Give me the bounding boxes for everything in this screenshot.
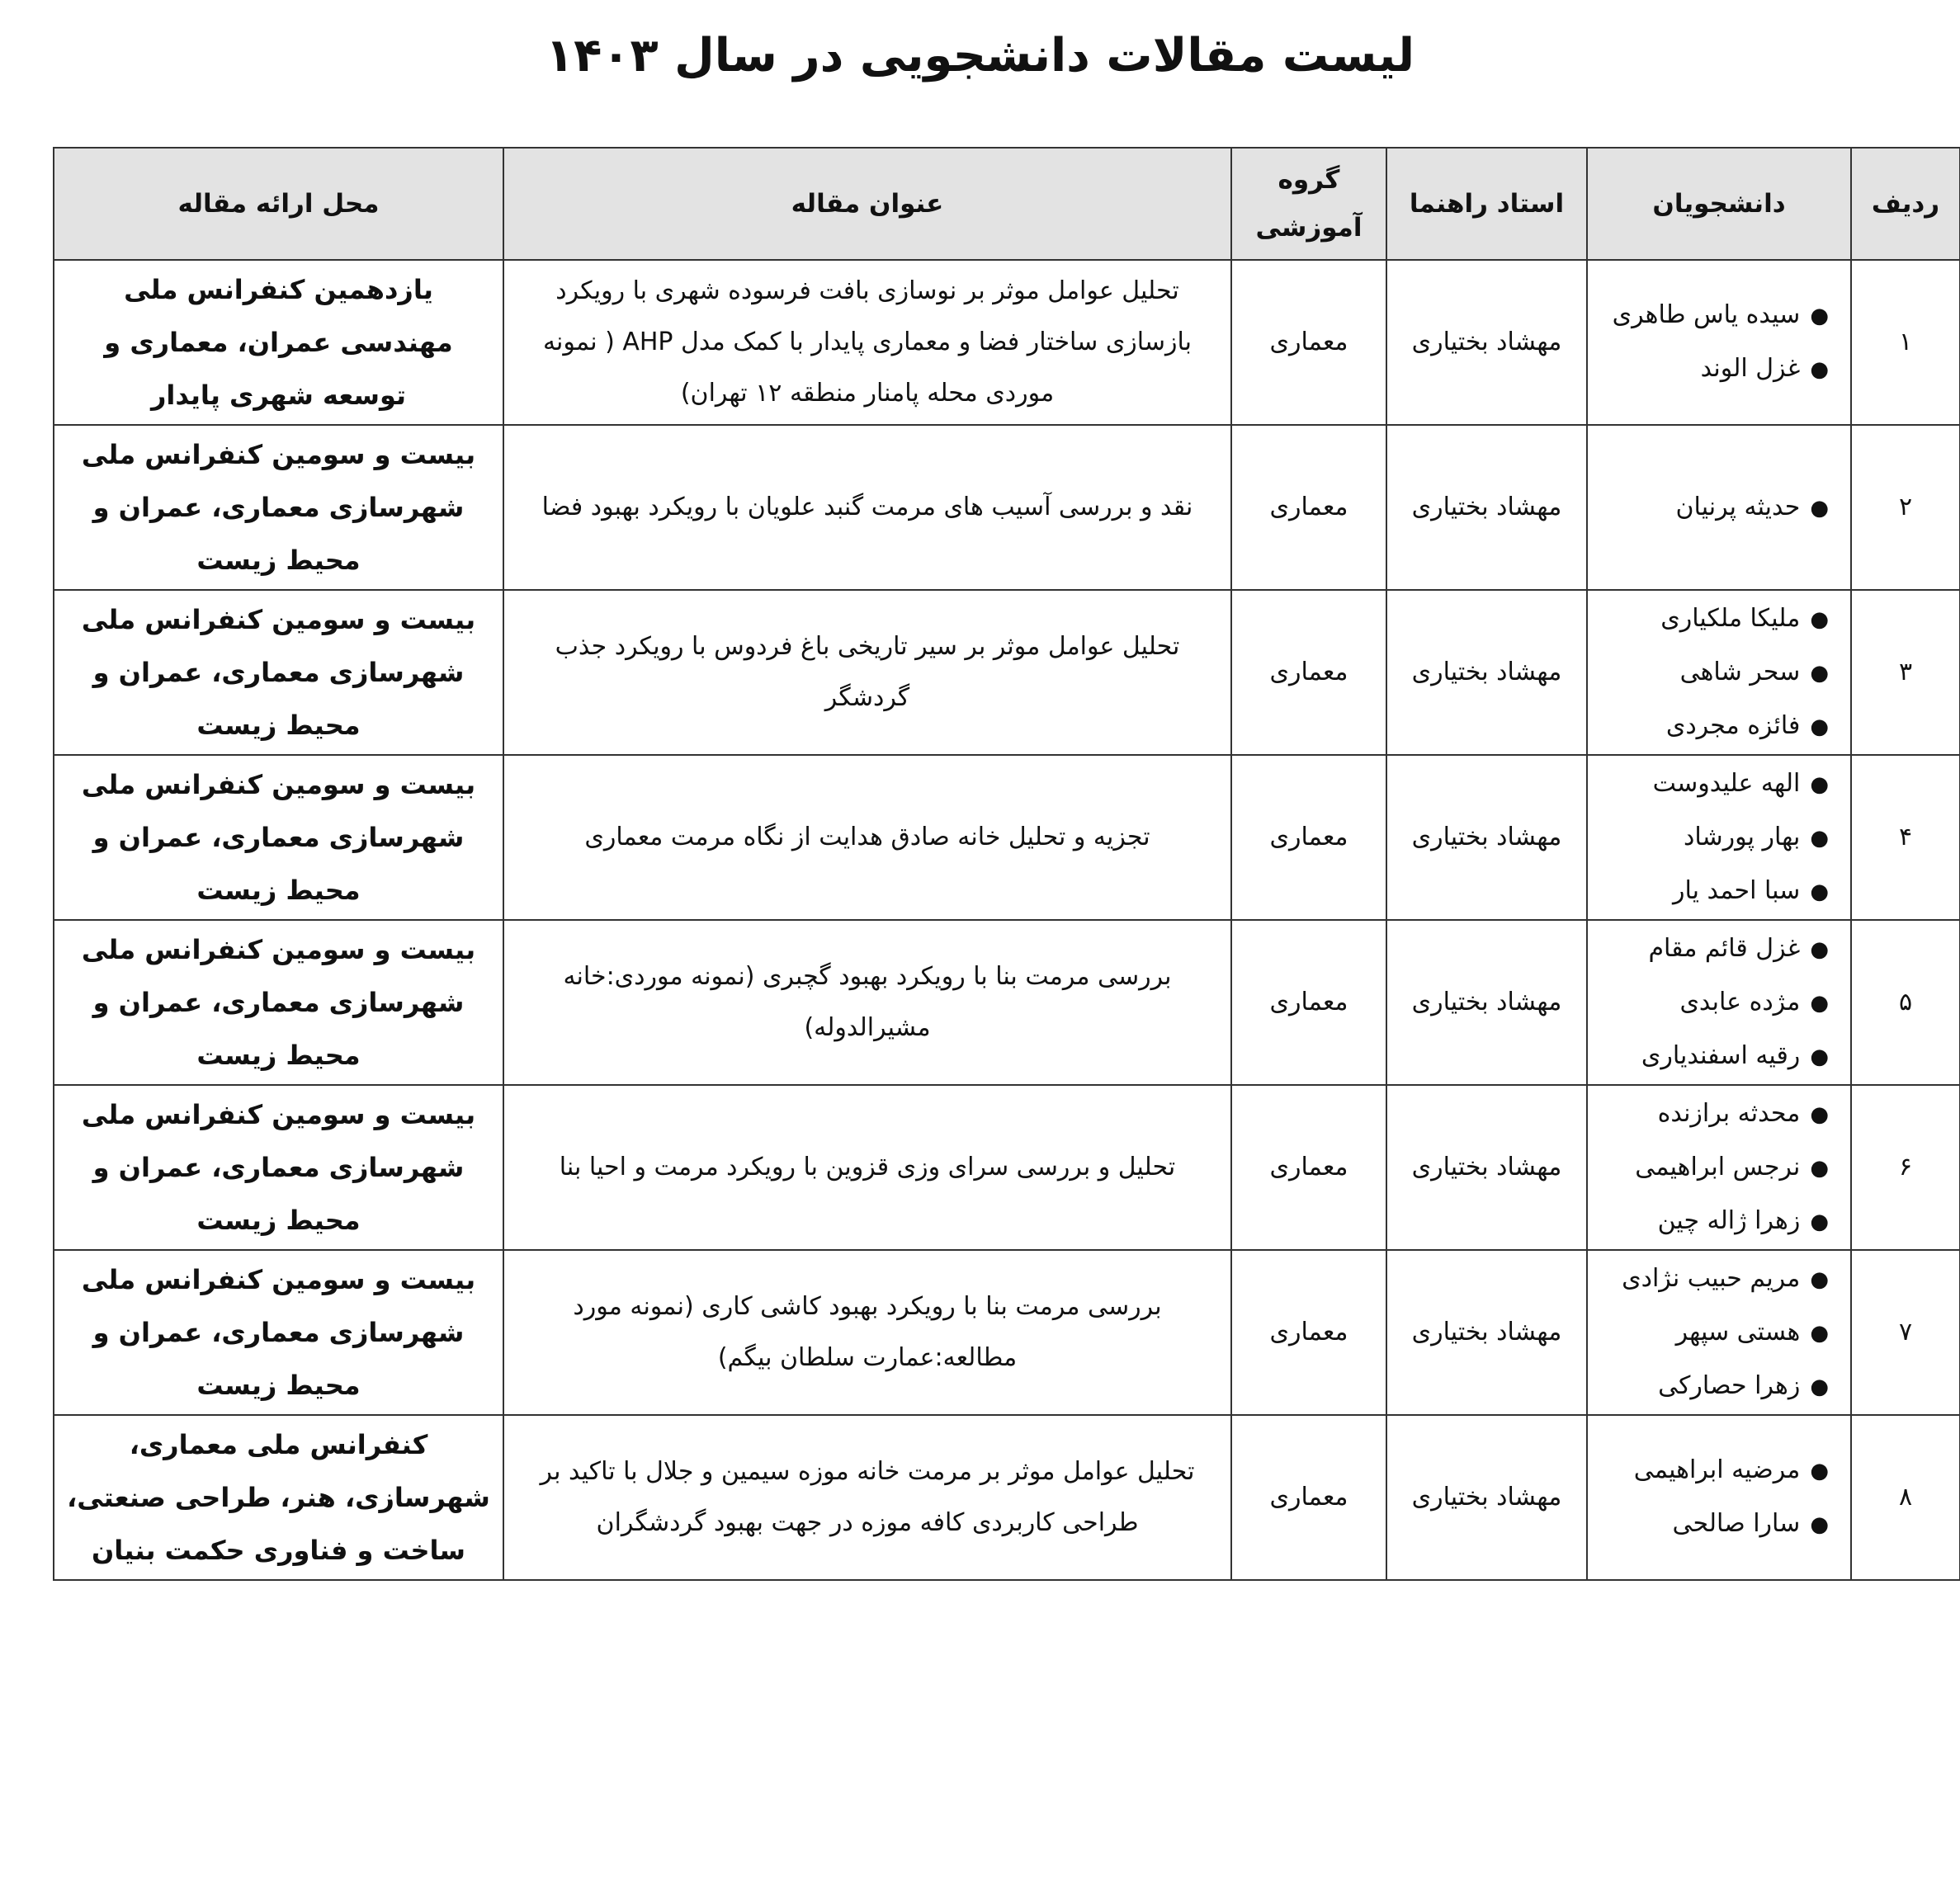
table-row xyxy=(54,1085,1960,1250)
students-cell xyxy=(1587,1085,1851,1250)
table-row xyxy=(54,1250,1960,1415)
bullet-icon: ● xyxy=(1810,879,1829,904)
venue-cell: کنفرانس ملی معماری، شهرسازی، هنر، طراحی صنعتی، ساخت و فناوری حکمت بنیان xyxy=(54,1415,503,1580)
department-cell: معماری xyxy=(1231,260,1386,425)
list-item xyxy=(1599,1087,1829,1141)
bullet-icon: ● xyxy=(1810,357,1829,382)
article-title-cell: تحلیل عوامل موثر بر نوسازی بافت فرسوده شهری با رویکرد بازسازی ساختار فضا و معماری پایدار با کمک مدل AHP ( نمونه موردی محله پامنار منطقه ۱۲ تهران) xyxy=(503,260,1231,425)
venue-cell: بیست و سومین کنفرانس ملی شهرسازی معماری، عمران و محیط زیست xyxy=(54,1085,503,1250)
bullet-icon: ● xyxy=(1810,825,1829,851)
supervisor-cell: مهشاد بختیاری xyxy=(1386,1085,1587,1250)
supervisor-cell: مهشاد بختیاری xyxy=(1386,1250,1587,1415)
bullet-icon: ● xyxy=(1810,304,1829,328)
student-name: غزل قائم مقام xyxy=(1648,933,1801,963)
supervisor-cell: مهشاد بختیاری xyxy=(1386,920,1587,1085)
department-cell: معماری xyxy=(1231,1250,1386,1415)
table-row xyxy=(54,920,1960,1085)
header-students: دانشجویان xyxy=(1587,148,1851,260)
list-item xyxy=(1599,1141,1829,1195)
article-title-cell: تحلیل عوامل موثر بر مرمت خانه موزه سیمین و جلال با تاکید بر طراحی کاربردی کافه موزه در جهت بهبود گردشگران xyxy=(503,1415,1231,1580)
venue-cell: بیست و سومین کنفرانس ملی شهرسازی معماری، عمران و محیط زیست xyxy=(54,755,503,920)
venue-cell: بیست و سومین کنفرانس ملی شهرسازی معماری، عمران و محیط زیست xyxy=(54,1250,503,1415)
venue-cell: یازدهمین کنفرانس ملی مهندسی عمران، معماری و توسعه شهری پایدار xyxy=(54,260,503,425)
bullet-icon: ● xyxy=(1810,1101,1829,1127)
students-list xyxy=(1599,1252,1839,1413)
article-title-cell: تحلیل و بررسی سرای وزی قزوین با رویکرد مرمت و احیا بنا xyxy=(503,1085,1231,1250)
header-row-number: ردیف xyxy=(1851,148,1960,260)
bullet-icon: ● xyxy=(1810,606,1829,632)
list-item xyxy=(1599,1360,1829,1413)
header-article-title: عنوان مقاله xyxy=(503,148,1231,260)
students-list xyxy=(1599,922,1839,1083)
venue-cell: بیست و سومین کنفرانس ملی شهرسازی معماری، عمران و محیط زیست xyxy=(54,920,503,1085)
department-cell: معماری xyxy=(1231,1415,1386,1580)
student-name: سارا صالحی xyxy=(1672,1509,1801,1538)
list-item xyxy=(1599,342,1829,396)
students-list xyxy=(1599,289,1839,396)
bullet-icon: ● xyxy=(1810,936,1829,962)
bullet-icon: ● xyxy=(1810,660,1829,686)
list-item xyxy=(1599,811,1829,865)
students-list xyxy=(1599,481,1839,535)
student-name: سیده یاس طاهری xyxy=(1612,300,1801,329)
bullet-icon: ● xyxy=(1810,1512,1829,1537)
supervisor-cell: مهشاد بختیاری xyxy=(1386,260,1587,425)
students-cell xyxy=(1587,425,1851,590)
student-name: حدیثه پرنیان xyxy=(1675,492,1801,521)
student-name: سبا احمد یار xyxy=(1672,875,1801,905)
list-item xyxy=(1599,976,1829,1030)
department-cell: معماری xyxy=(1231,1085,1386,1250)
bullet-icon: ● xyxy=(1810,1320,1829,1346)
articles-table xyxy=(53,147,1960,1581)
list-item xyxy=(1599,757,1829,811)
list-item xyxy=(1599,289,1829,342)
student-name: مریم حبیب نژادی xyxy=(1622,1263,1801,1293)
students-cell xyxy=(1587,1415,1851,1580)
student-name: الهه علیدوست xyxy=(1652,768,1801,798)
list-item xyxy=(1599,1195,1829,1248)
student-name: سحر شاهی xyxy=(1679,657,1801,686)
header-venue: محل ارائه مقاله xyxy=(54,148,503,260)
header-department: گروه آموزشی xyxy=(1231,148,1386,260)
venue-cell: بیست و سومین کنفرانس ملی شهرسازی معماری، عمران و محیط زیست xyxy=(54,590,503,755)
students-list xyxy=(1599,757,1839,918)
table-body xyxy=(54,260,1960,1580)
table-row xyxy=(54,425,1960,590)
student-name: زهرا حصارکی xyxy=(1658,1370,1801,1400)
student-name: نرجس ابراهیمی xyxy=(1635,1152,1801,1181)
students-cell xyxy=(1587,755,1851,920)
list-item xyxy=(1599,646,1829,700)
table-row xyxy=(54,260,1960,425)
list-item xyxy=(1599,1306,1829,1360)
student-name: رقیه اسفندیاری xyxy=(1641,1040,1801,1070)
list-item xyxy=(1599,1497,1829,1551)
students-list xyxy=(1599,1444,1839,1551)
bullet-icon: ● xyxy=(1810,1459,1829,1483)
students-list xyxy=(1599,1087,1839,1248)
row-number-cell: ۳ xyxy=(1851,590,1960,755)
student-name: بهار پورشاد xyxy=(1683,822,1801,851)
department-cell: معماری xyxy=(1231,425,1386,590)
list-item xyxy=(1599,592,1829,646)
student-name: مژده عابدی xyxy=(1679,987,1801,1016)
student-name: محدثه برازنده xyxy=(1657,1098,1801,1128)
list-item xyxy=(1599,1252,1829,1306)
bullet-icon: ● xyxy=(1810,1374,1829,1399)
list-item xyxy=(1599,922,1829,976)
article-title-cell: تجزیه و تحلیل خانه صادق هدایت از نگاه مرمت معماری xyxy=(503,755,1231,920)
bullet-icon: ● xyxy=(1810,1266,1829,1292)
list-item xyxy=(1599,700,1829,753)
student-name: ملیکا ملکیاری xyxy=(1660,603,1801,633)
list-item xyxy=(1599,1444,1829,1497)
row-number-cell: ۱ xyxy=(1851,260,1960,425)
bullet-icon: ● xyxy=(1810,990,1829,1016)
department-cell: معماری xyxy=(1231,755,1386,920)
bullet-icon: ● xyxy=(1810,1044,1829,1069)
row-number-cell: ۴ xyxy=(1851,755,1960,920)
bullet-icon: ● xyxy=(1810,1209,1829,1234)
table-row xyxy=(54,590,1960,755)
department-cell: معماری xyxy=(1231,590,1386,755)
list-item xyxy=(1599,1030,1829,1083)
student-name: زهرا ژاله چین xyxy=(1657,1205,1801,1235)
students-list xyxy=(1599,592,1839,753)
student-name: غزل الوند xyxy=(1700,354,1801,383)
article-title-cell: بررسی مرمت بنا با رویکرد بهبود کاشی کاری (نمونه مورد مطالعه:عمارت سلطان بیگم) xyxy=(503,1250,1231,1415)
table-row xyxy=(54,1415,1960,1580)
bullet-icon: ● xyxy=(1810,1155,1829,1181)
row-number-cell: ۲ xyxy=(1851,425,1960,590)
venue-cell: بیست و سومین کنفرانس ملی شهرسازی معماری، عمران و محیط زیست xyxy=(54,425,503,590)
supervisor-cell: مهشاد بختیاری xyxy=(1386,425,1587,590)
row-number-cell: ۶ xyxy=(1851,1085,1960,1250)
row-number-cell: ۸ xyxy=(1851,1415,1960,1580)
row-number-cell: ۵ xyxy=(1851,920,1960,1085)
header-supervisor: استاد راهنما xyxy=(1386,148,1587,260)
student-name: فائزه مجردی xyxy=(1665,710,1801,740)
supervisor-cell: مهشاد بختیاری xyxy=(1386,1415,1587,1580)
header-row xyxy=(54,148,1960,260)
page-title: لیست مقالات دانشجویی در سال ۱۴۰۳ xyxy=(545,29,1415,83)
row-number-cell: ۷ xyxy=(1851,1250,1960,1415)
list-item xyxy=(1599,865,1829,918)
bullet-icon: ● xyxy=(1810,714,1829,739)
list-item xyxy=(1599,481,1829,535)
student-name: مرضیه ابراهیمی xyxy=(1633,1455,1801,1484)
students-cell xyxy=(1587,260,1851,425)
article-title-cell: نقد و بررسی آسیب های مرمت گنبد علویان با رویکرد بهبود فضا xyxy=(503,425,1231,590)
student-name: هستی سپهر xyxy=(1675,1317,1801,1347)
students-cell xyxy=(1587,920,1851,1085)
table-row xyxy=(54,755,1960,920)
bullet-icon: ● xyxy=(1810,495,1829,521)
students-cell xyxy=(1587,590,1851,755)
supervisor-cell: مهشاد بختیاری xyxy=(1386,590,1587,755)
bullet-icon: ● xyxy=(1810,771,1829,797)
article-title-cell: بررسی مرمت بنا با رویکرد بهبود گچبری (نمونه موردی:خانه مشیرالدوله) xyxy=(503,920,1231,1085)
department-cell: معماری xyxy=(1231,920,1386,1085)
students-cell xyxy=(1587,1250,1851,1415)
article-title-cell: تحلیل عوامل موثر بر سیر تاریخی باغ فردوس با رویکرد جذب گردشگر xyxy=(503,590,1231,755)
supervisor-cell: مهشاد بختیاری xyxy=(1386,755,1587,920)
